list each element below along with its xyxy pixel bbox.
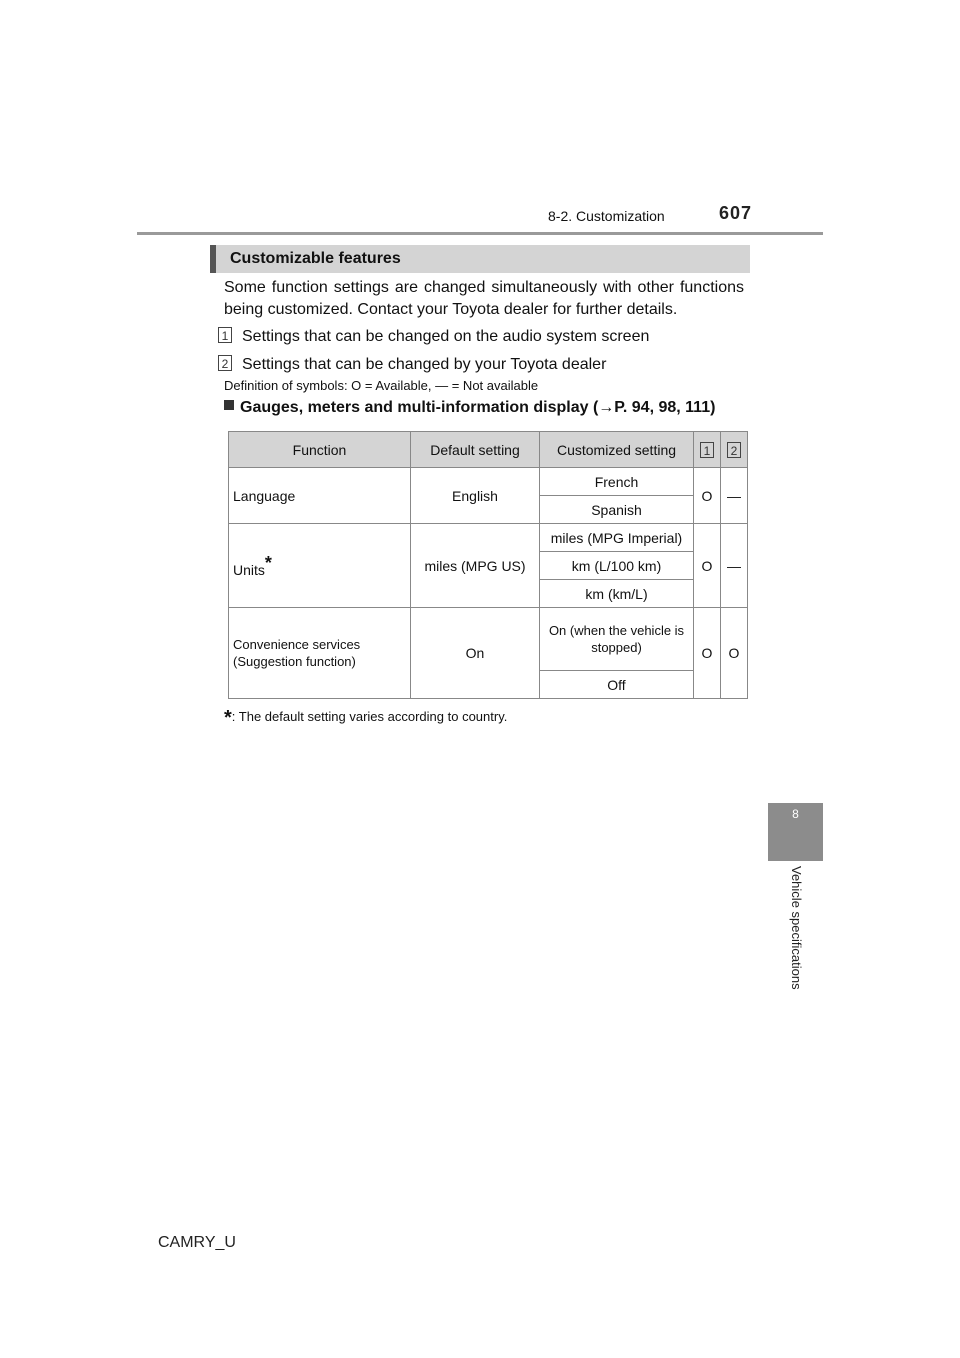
chapter-tab[interactable] bbox=[768, 803, 823, 861]
table-row bbox=[229, 608, 748, 671]
mark-2-cell: — bbox=[721, 524, 748, 608]
square-bullet-icon bbox=[224, 400, 234, 410]
function-cell: Convenience services (Suggestion function) bbox=[229, 608, 411, 699]
chapter-title: Vehicle specifications bbox=[788, 866, 804, 990]
number-2-icon: 2 bbox=[218, 355, 232, 371]
note-audio-system bbox=[218, 327, 649, 346]
intro-paragraph: Some function settings are changed simultaneously with other functions being customized. Contact your Toyota dealer for further details. bbox=[224, 279, 744, 318]
number-1-icon: 1 bbox=[700, 442, 714, 458]
section-heading-bar bbox=[210, 245, 750, 273]
table-row bbox=[229, 524, 748, 552]
table-footnote bbox=[224, 707, 507, 730]
option-cell: miles (MPG Imperial) bbox=[540, 524, 694, 552]
footnote-mark: * bbox=[224, 707, 232, 729]
table-row bbox=[229, 468, 748, 496]
option-cell: Off bbox=[540, 671, 694, 699]
header-customized-setting: Customized setting bbox=[540, 432, 694, 468]
header-col-2 bbox=[721, 432, 748, 468]
function-cell: Language bbox=[229, 468, 411, 524]
running-header-section: 8-2. Customization bbox=[548, 208, 665, 224]
header-rule bbox=[137, 232, 823, 235]
number-2-icon: 2 bbox=[727, 442, 741, 458]
option-cell: km (km/L) bbox=[540, 580, 694, 608]
option-cell: km (L/100 km) bbox=[540, 552, 694, 580]
mark-1-cell: O bbox=[694, 608, 721, 699]
section-title: Customizable features bbox=[230, 250, 401, 267]
chapter-label-container bbox=[768, 864, 823, 1014]
default-cell: On bbox=[411, 608, 540, 699]
page-number: 607 bbox=[719, 203, 753, 223]
subsection-heading-text: Gauges, meters and multi-information display (→P. 94, 98, 111) bbox=[240, 399, 716, 416]
option-cell: On (when the vehicle is stopped) bbox=[540, 608, 694, 671]
subsection-heading[interactable] bbox=[224, 399, 715, 417]
table-header-row bbox=[229, 432, 748, 468]
mark-2-cell: O bbox=[721, 608, 748, 699]
option-cell: Spanish bbox=[540, 496, 694, 524]
default-cell: miles (MPG US) bbox=[411, 524, 540, 608]
settings-table bbox=[228, 431, 748, 699]
header-function: Function bbox=[229, 432, 411, 468]
function-label: Units bbox=[233, 562, 265, 578]
number-1-icon: 1 bbox=[218, 327, 232, 343]
header-col-1 bbox=[694, 432, 721, 468]
mark-1-cell: O bbox=[694, 524, 721, 608]
mark-1-cell: O bbox=[694, 468, 721, 524]
note-text: Settings that can be changed on the audio system screen bbox=[242, 328, 650, 345]
function-cell bbox=[229, 524, 411, 608]
mark-2-cell: — bbox=[721, 468, 748, 524]
note-dealer bbox=[218, 355, 606, 374]
footnote-mark: * bbox=[264, 553, 272, 573]
footnote-text: : The default setting varies according to country. bbox=[231, 709, 508, 724]
chapter-number: 8 bbox=[792, 807, 799, 821]
header-default-setting: Default setting bbox=[411, 432, 540, 468]
option-cell: French bbox=[540, 468, 694, 496]
note-text: Settings that can be changed by your Toyota dealer bbox=[242, 356, 607, 373]
model-code: CAMRY_U bbox=[158, 1234, 236, 1251]
default-cell: English bbox=[411, 468, 540, 524]
symbol-definitions: Definition of symbols: O = Available, — = Not available bbox=[224, 378, 539, 393]
